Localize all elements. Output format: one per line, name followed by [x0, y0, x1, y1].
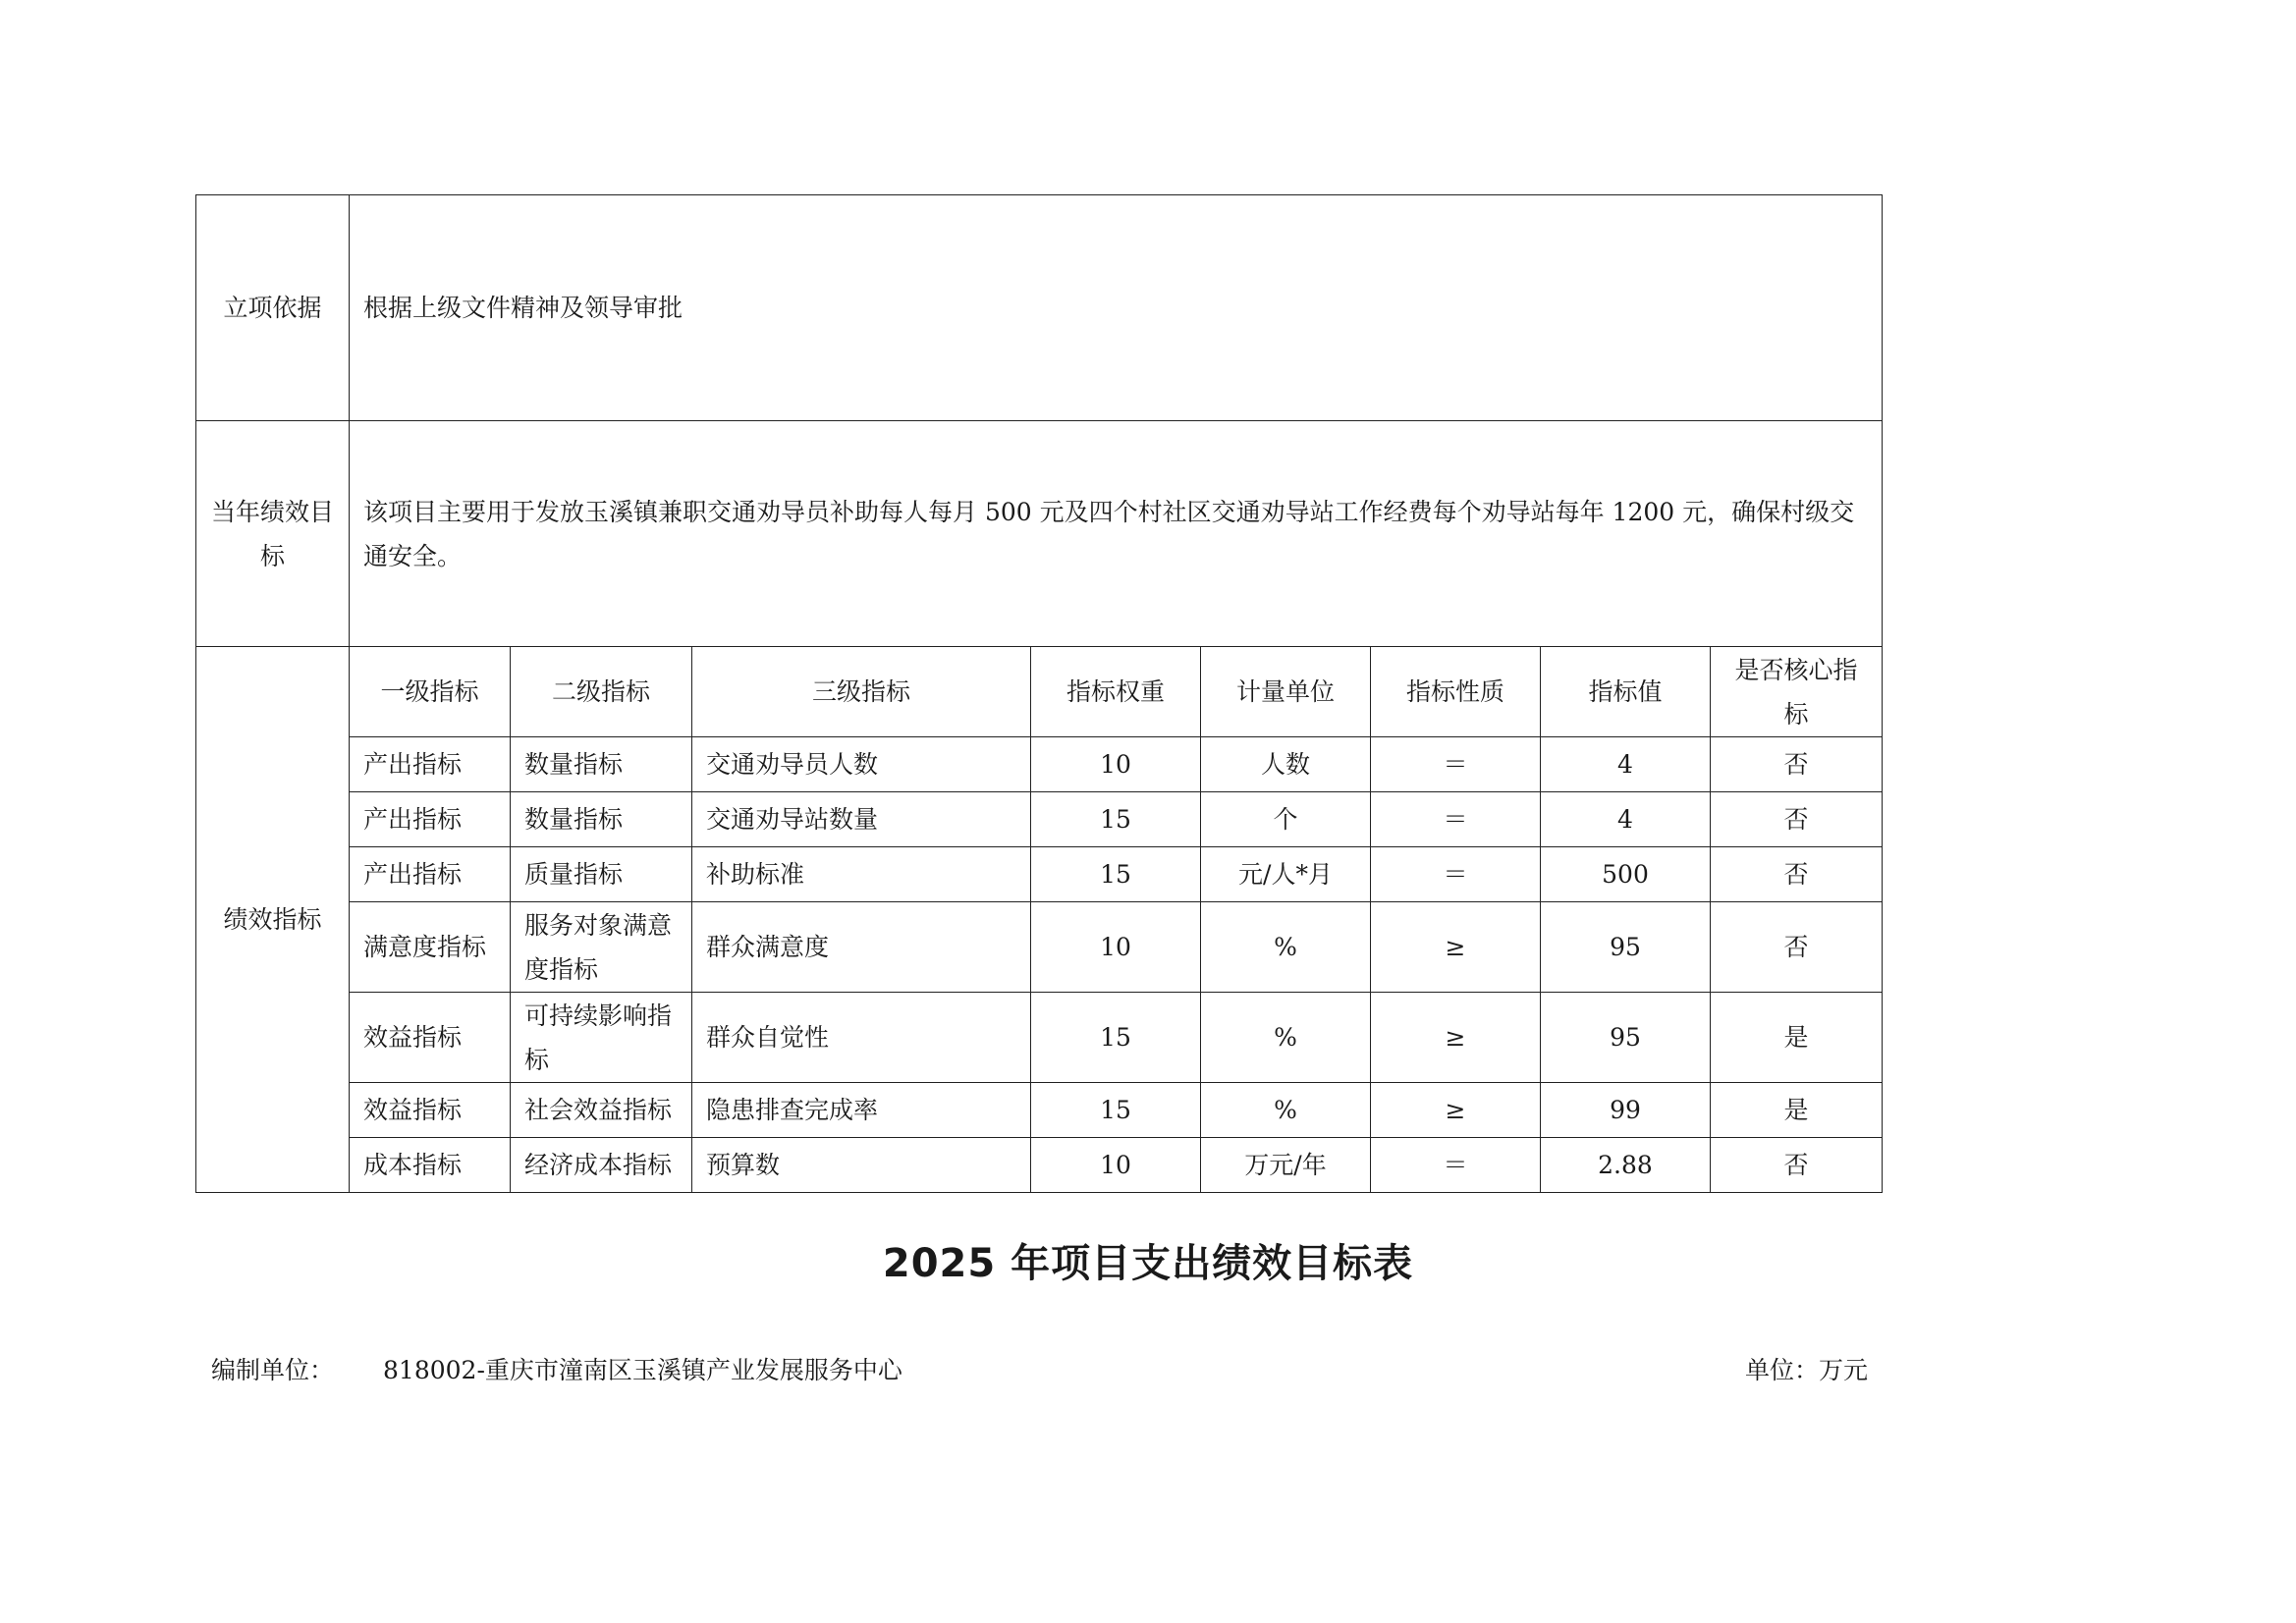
header-unit: 计量单位 [1201, 647, 1371, 737]
cell-weight: 15 [1031, 1083, 1201, 1138]
basis-row [196, 195, 1883, 421]
cell-level1: 满意度指标 [350, 902, 511, 993]
cell-level2: 经济成本指标 [511, 1138, 692, 1193]
header-weight: 指标权重 [1031, 647, 1201, 737]
cell-value: 2.88 [1541, 1138, 1711, 1193]
cell-level2: 社会效益指标 [511, 1083, 692, 1138]
table-row [196, 1083, 1883, 1138]
header-value: 指标值 [1541, 647, 1711, 737]
cell-core: 否 [1711, 1138, 1883, 1193]
cell-unit: 万元/年 [1201, 1138, 1371, 1193]
cell-level1: 产出指标 [350, 847, 511, 902]
cell-weight: 10 [1031, 902, 1201, 993]
compiling-unit-name: 818002-重庆市潼南区玉溪镇产业发展服务中心 [383, 1356, 902, 1384]
header-level3: 三级指标 [692, 647, 1031, 737]
table-row [196, 993, 1883, 1083]
cell-weight: 15 [1031, 993, 1201, 1083]
cell-unit: % [1201, 1083, 1371, 1138]
indicator-header-row [196, 647, 1883, 737]
cell-weight: 15 [1031, 792, 1201, 847]
page-title: 2025 年项目支出绩效目标表 [882, 1241, 1414, 1286]
table-row [196, 1138, 1883, 1193]
cell-unit: % [1201, 993, 1371, 1083]
cell-nature: ＝ [1371, 847, 1541, 902]
cell-value: 500 [1541, 847, 1711, 902]
cell-level3: 群众自觉性 [692, 993, 1031, 1083]
cell-core: 否 [1711, 847, 1883, 902]
cell-nature: ＝ [1371, 792, 1541, 847]
cell-nature: ≥ [1371, 993, 1541, 1083]
cell-core: 否 [1711, 902, 1883, 993]
cell-unit: % [1201, 902, 1371, 993]
header-level1: 一级指标 [350, 647, 511, 737]
goal-label: 当年绩效目标 [196, 421, 350, 647]
cell-nature: ≥ [1371, 902, 1541, 993]
header-level2: 二级指标 [511, 647, 692, 737]
cell-core: 是 [1711, 993, 1883, 1083]
header-core: 是否核心指标 [1711, 647, 1883, 737]
indicators-label: 绩效指标 [196, 647, 350, 1193]
cell-level2: 数量指标 [511, 792, 692, 847]
cell-weight: 15 [1031, 847, 1201, 902]
basis-text: 根据上级文件精神及领导审批 [350, 195, 1883, 421]
cell-level2: 数量指标 [511, 737, 692, 792]
cell-weight: 10 [1031, 737, 1201, 792]
cell-level1: 效益指标 [350, 1083, 511, 1138]
cell-level3: 隐患排查完成率 [692, 1083, 1031, 1138]
cell-level3: 交通劝导站数量 [692, 792, 1031, 847]
currency-unit: 单位：万元 [1744, 1356, 1868, 1384]
cell-unit: 个 [1201, 792, 1371, 847]
cell-level1: 成本指标 [350, 1138, 511, 1193]
goal-row [196, 421, 1883, 647]
cell-value: 95 [1541, 993, 1711, 1083]
cell-level2: 质量指标 [511, 847, 692, 902]
cell-level1: 产出指标 [350, 737, 511, 792]
table-row [196, 847, 1883, 902]
header-nature: 指标性质 [1371, 647, 1541, 737]
cell-nature: ＝ [1371, 1138, 1541, 1193]
cell-core: 否 [1711, 792, 1883, 847]
compiling-unit-label: 编制单位： [211, 1356, 335, 1384]
compiling-unit [211, 1351, 902, 1386]
goal-text: 该项目主要用于发放玉溪镇兼职交通劝导员补助每人每月 500 元及四个村社区交通劝导站工作经费每个劝导站每年 1200 元，确保村级交通安全。 [350, 421, 1883, 647]
table-row [196, 737, 1883, 792]
cell-value: 4 [1541, 737, 1711, 792]
cell-nature: ＝ [1371, 737, 1541, 792]
cell-level3: 预算数 [692, 1138, 1031, 1193]
cell-value: 4 [1541, 792, 1711, 847]
cell-level2: 可持续影响指标 [511, 993, 692, 1083]
cell-level3: 补助标准 [692, 847, 1031, 902]
table-row [196, 902, 1883, 993]
table-row [196, 792, 1883, 847]
cell-level2: 服务对象满意度指标 [511, 902, 692, 993]
cell-level1: 效益指标 [350, 993, 511, 1083]
cell-level3: 交通劝导员人数 [692, 737, 1031, 792]
cell-level1: 产出指标 [350, 792, 511, 847]
cell-unit: 人数 [1201, 737, 1371, 792]
performance-table [195, 194, 1883, 1193]
cell-unit: 元/人*月 [1201, 847, 1371, 902]
cell-core: 是 [1711, 1083, 1883, 1138]
basis-label: 立项依据 [196, 195, 350, 421]
cell-nature: ≥ [1371, 1083, 1541, 1138]
cell-level3: 群众满意度 [692, 902, 1031, 993]
cell-core: 否 [1711, 737, 1883, 792]
cell-value: 95 [1541, 902, 1711, 993]
cell-weight: 10 [1031, 1138, 1201, 1193]
cell-value: 99 [1541, 1083, 1711, 1138]
